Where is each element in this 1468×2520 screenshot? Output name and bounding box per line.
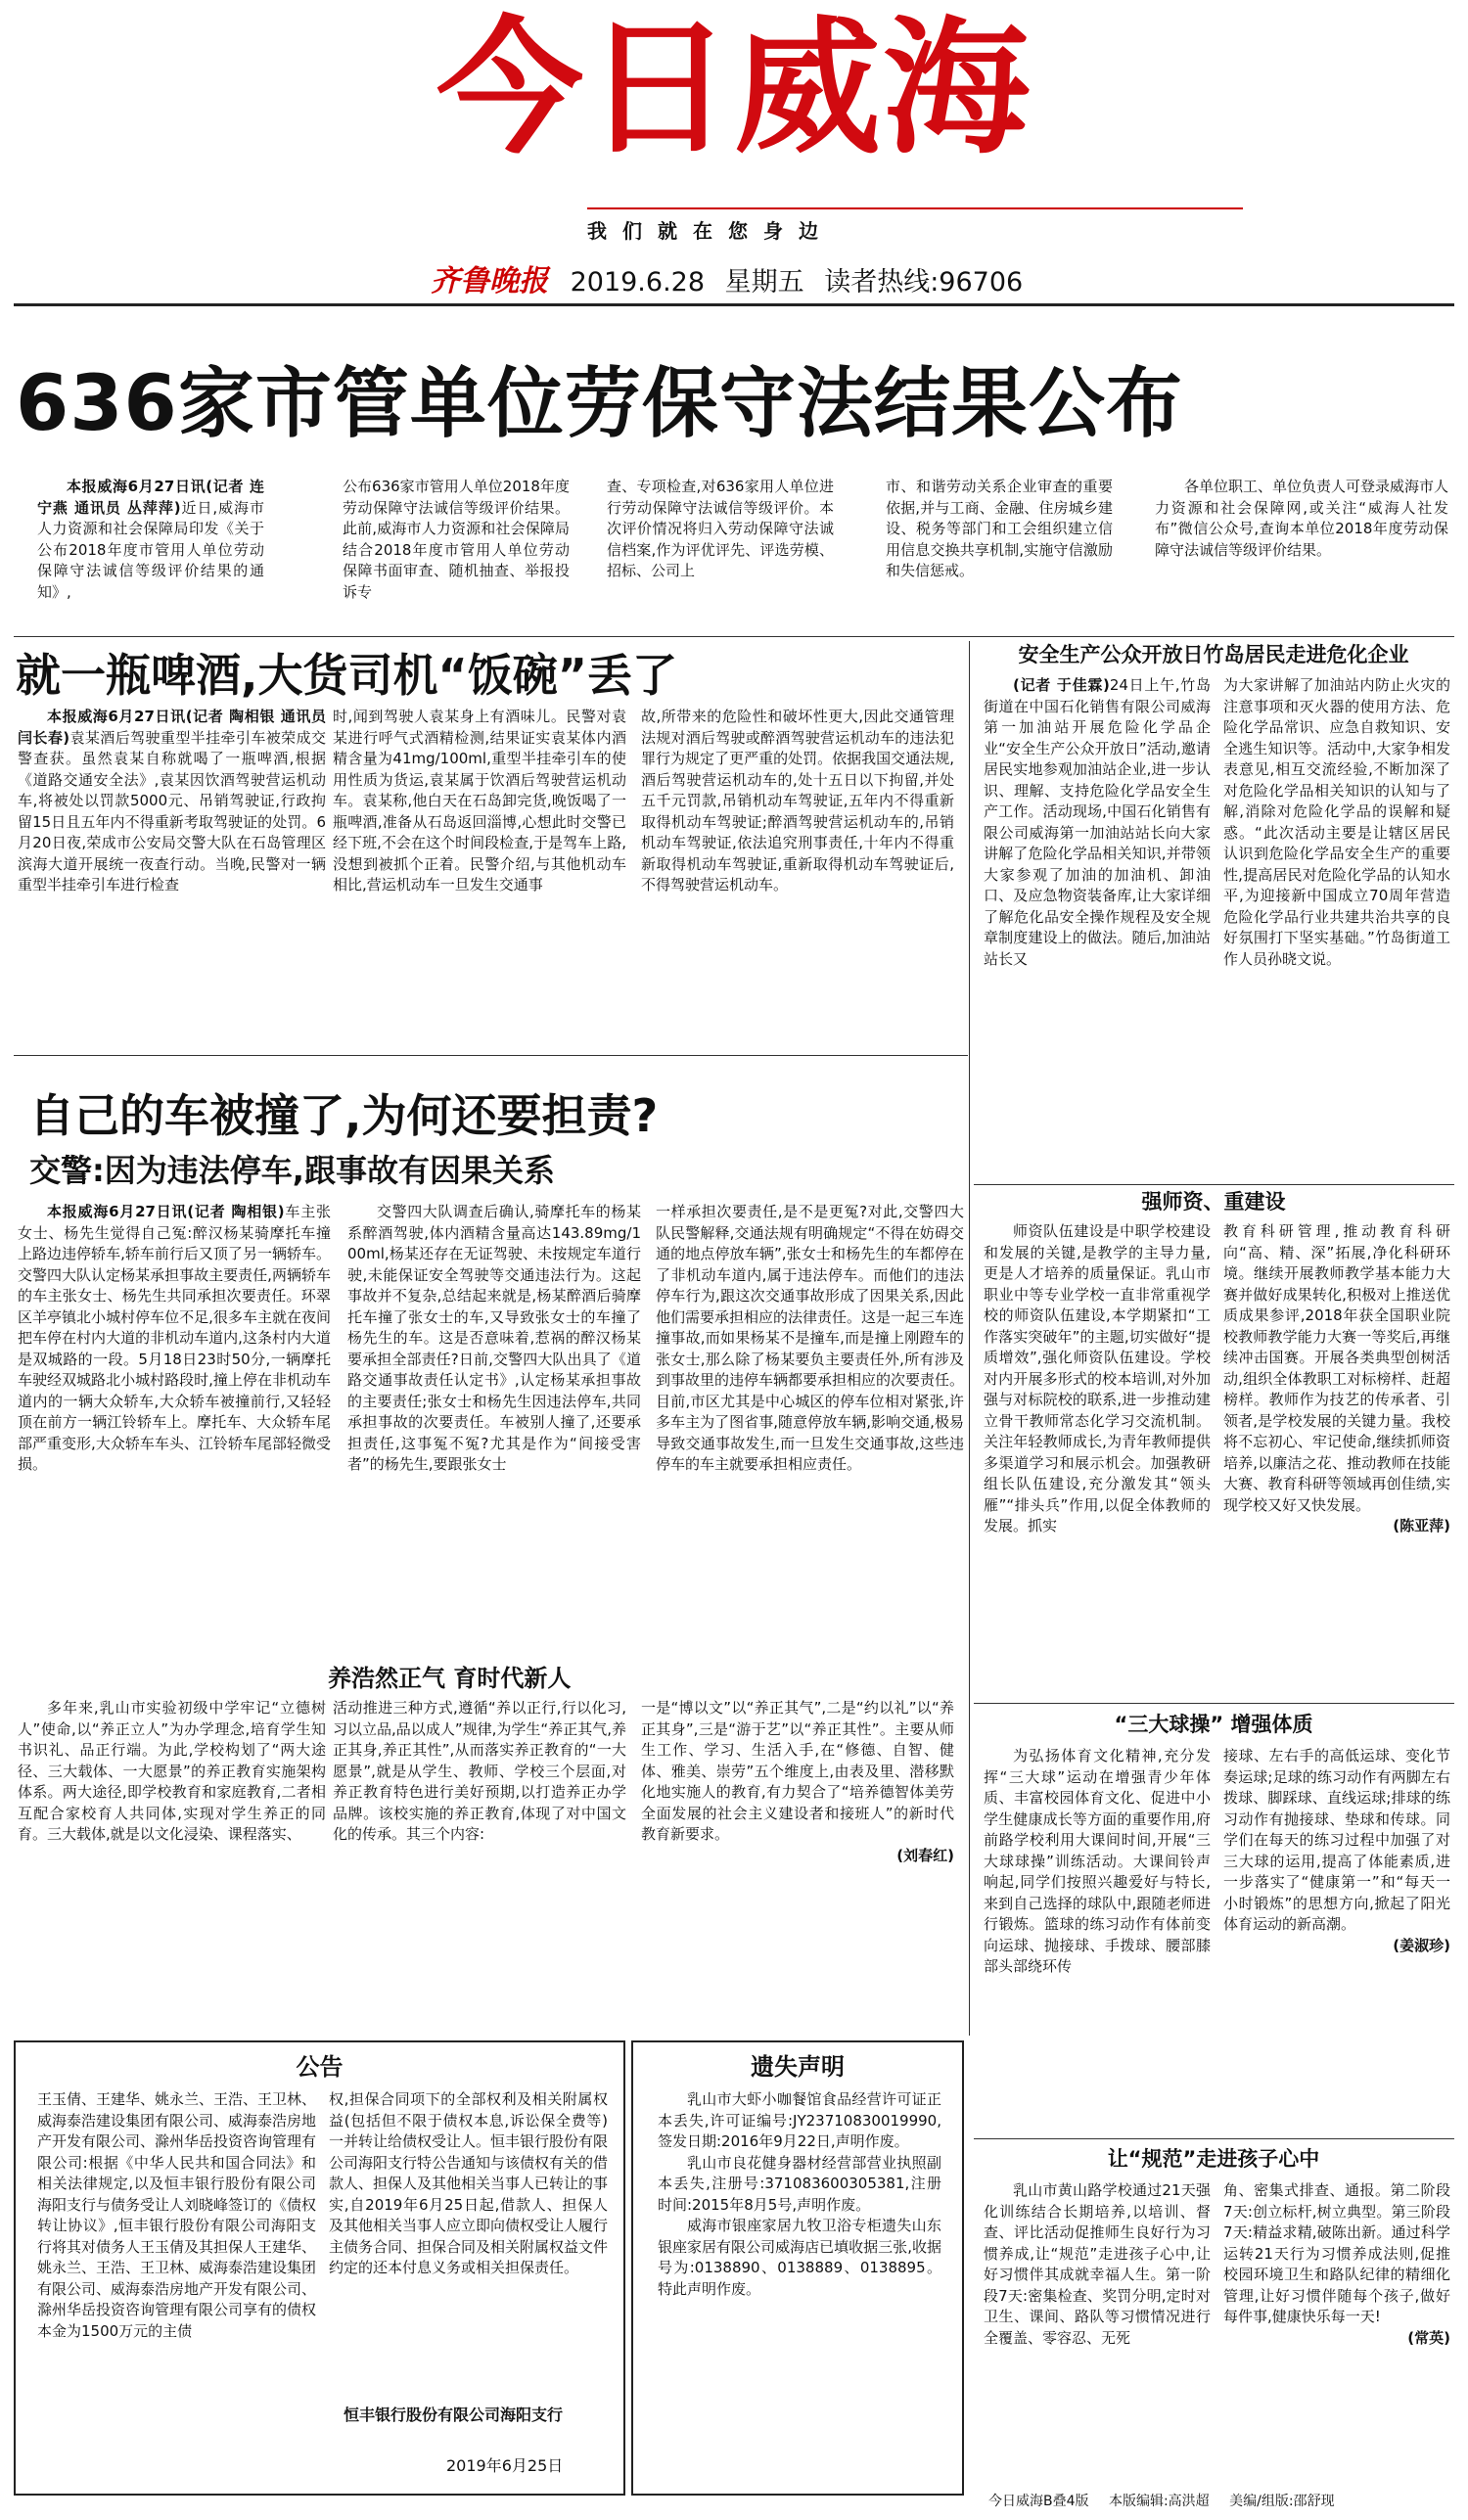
lead-bottom-rule (14, 636, 1454, 637)
sports-col-1: 为弘扬体育文化精神,充分发挥“三大球”运动在增强青少年体质、丰富校园体育文化、促进中小学生健康成长等方面的重要作用,府前路学校利用大课间时间,开展“三大球球操”训练活动。大课间铃声响起,同学们按照兴趣爱好与特长,来到自己选择的球队中,跟随老师进行锻炼。篮球的练习动作有体前变向运球、抛接球、手拨球、腰部膝部头部绕环传 (984, 1747, 1211, 1975)
footer-design: 美编/组版:邵舒现 (1229, 2494, 1335, 2509)
reader-hotline: 读者热线:96706 (824, 267, 1024, 298)
car-byline: 本报威海6月27日讯(记者 陶相银) (47, 1203, 285, 1220)
notice-title: 公告 (296, 2053, 344, 2081)
beer-headline: 就一瓶啤酒,大货司机“饭碗”丢了 (16, 649, 677, 702)
teacher-col-2: 教育科研管理,推动教育科研向“高、精、深”拓展,净化科研环境。继续开展教师教学基本能力大赛并做好成果转化,积极对上推送优质成果参评,2018年获全国职业院校教师教学能力大赛一等奖后,再继续冲击国赛。开展各类典型创树活动,组织全体教职工对标榜样、赶超榜样。教师作为技艺的传承者、引领者,是学校发展的关键力量。我校将不忘初心、牢记使命,继续抓师资培养,以廉洁之花、推动教师在技能大赛、教育科研等领域再创佳绩,实现学校又好又快发展。 (陈亚萍) (1223, 1221, 1450, 1691)
car-col-1: 本报威海6月27日讯(记者 陶相银)车主张女士、杨先生觉得自己冤:醉汉杨某骑摩托车撞上路边违停轿车,轿车前行后又顶了另一辆轿车。交警四大队认定杨某承担事故主要责任,两辆轿车的车主张女士、杨先生共同承担次要责任。环翠区羊亭镇北小城村停车位不足,很多车主就在夜间把车停在村内大道的非机动车道内,这条村内大道是双城路的一段。5月18日23时50分,一辆摩托车驶经双城路北小城村路段时,撞上停在非机动车道内的一辆大众轿车,大众轿车被撞前行,又轻轻顶在前方一辆江铃轿车上。摩托车、大众轿车尾部严重变形,大众轿车车头、江铃轿车尾部轻微受损。 (18, 1203, 331, 1473)
beer-byline: 本报威海6月27日讯(记者 陶相银 通讯员 闫长春) (18, 708, 326, 747)
beer-bottom-rule (14, 1055, 968, 1056)
footer-editor: 本版编辑:高洪超 (1108, 2494, 1210, 2509)
car-col-2: 交警四大队调查后确认,骑摩托车的杨某系醉酒驾驶,体内酒精含量高达143.89mg/100ml,杨某还存在无证驾驶、未按规定车道行驶,未能保证安全驾驶等交通违法行为。这起事故并不复杂,总结起来就是,杨某醉酒后骑摩托车撞了张女士的车,又导致张女士的车撞了杨先生的车。这是否意味着,惹祸的醉汉杨某要承担全部责任?日前,交警四大队出具了《道路交通事故责任认定书》,认定杨某承担事故的主要责任;张女士和杨先生因违法停车,共同承担事故的次要责任。车被别人撞了,还要承担责任,这事冤不冤?尤其是作为“间接受害者”的杨先生,要跟张女士 (347, 1203, 641, 1473)
safety-bottom-rule (974, 1184, 1454, 1185)
safety-col-1: (记者 于佳霖)24日上午,竹岛街道在中国石化销售有限公司威海第一加油站开展危险化学品企业“安全生产公众开放日”活动,邀请居民实地参观加油站企业,进一步认识、理解、支持危险化学品安全生产工作。活动现场,中国石化销售有限公司威海第一加油站站长向大家讲解了危险化学品相关知识,并带领大家参观了加油的加油机、卸油口、及应急物资装备库,让大家详细了解危化品安全操作规程及安全规章制度建设上的做法。随后,加油站站长又 (984, 676, 1211, 968)
lead-col-2: 公布636家市管用人单位2018年度劳动保障守法诚信等级评价结果。此前,威海市人力资源和社会保障局结合2018年度市管用人单位劳动保障书面审查、随机抽查、举报投诉专 (343, 478, 570, 601)
school-headline: 养浩然正气 育时代新人 (328, 1665, 572, 1692)
lead-col-4: 市、和谐劳动关系企业审查的重要依据,并与工商、金融、住房城乡建设、税务等部门和工会组织建立信用信息交换共享机制,实施守信激励和失信惩戒。 (886, 478, 1113, 579)
school-col-3: 一是“博以文”以“养正其气”,二是“约以礼”以“养正其身”,三是“游于艺”以“养正其性”。主要从师生工作、学习、生活入手,在“修德、自智、健体、雅美、崇劳”五个维度上,由表及里、潜移默化地实施人的教育,有力契合了“培养德智体美劳全面发展的社会主义建设者和接班人”的新时代教育新要求。 (刘春红) (641, 1698, 954, 2031)
beer-col-3: 故,所带来的危险性和破坏性更大,因此交通管理法规对酒后驾驶或醉酒驾驶营运机动车的违法犯罪行为规定了更严重的处罚。依据我国交通法规,酒后驾驶营运机动车的,处十五日以下拘留,并处五千元罚款,吊销机动车驾驶证,五年内不得重新取得机动车驾驶证;醉酒驾驶营运机动车的,吊销机动车驾驶证,依法追究刑事责任,十年内不得重新取得机动车驾驶证,重新取得机动车驾驶证后,不得驾驶营运机动车。 (641, 708, 954, 893)
rules-author: (常英) (1407, 2328, 1450, 2347)
teacher-col-1: 师资队伍建设是中职学校建设和发展的关键,是教学的主导力量,更是人才培养的质量保证。乳山市职业中等专业学校一直非常重视学校的师资队伍建设,本学期紧扣“工作落实突破年”的主题,切实做好“提质增效”,强化师资队伍建设。学校对内开展多形式的校本培训,对外加强与对标院校的联系,进一步推动建立骨干教师常态化学习交流机制。关注年轻教师成长,为青年教师提供多渠道学习和展示机会。加强教研组长队伍建设,充分激发其“领头雁”“排头兵”作用,以促全体教师的发展。抓实 (984, 1222, 1211, 1535)
notice-col-1: 王玉倩、王建华、姚永兰、王浩、王卫林、威海泰浩建设集团有限公司、威海泰浩房地产开发有限公司、滁州华岳投资咨询管理有限公司:根据《中华人民共和国合同法》和相关法律规定,以及恒丰银行股份有限公司海阳支行与债务受让人刘晓峰签订的《债权转让协议》,恒丰银行股份有限公司海阳支行将其对债务人王玉倩及其担保人王建华、姚永兰、王浩、王卫林、威海泰浩建设集团有限公司、威海泰浩房地产开发有限公司、滁州华岳投资咨询管理有限公司享有的债权本金为1500万元的主债 (37, 2090, 316, 2340)
rules-col-2: 角、密集式排查、通报。第二阶段7天:创立标杆,树立典型。第三阶段7天:精益求精,破陈出新。通过科学运转21天行为习惯养成法则,促推校园环境卫生和路队纪律的精细化管理,让好习惯伴随每个孩子,做好每件事,健康快乐每一天! (常英) (1223, 2180, 1450, 2479)
safety-col-2: 为大家讲解了加油站内防止火灾的注意事项和灭火器的使用方法、危险化学品常识、应急自救知识、安全逃生知识等。活动中,大家争相发表意见,相互交流经验,不断加深了对危险化学品相关知识的认知与了解,消除对危险化学品的误解和疑惑。“此次活动主要是让辖区居民认识到危险化学品安全生产的重要性,提高居民对危险化学品的认知水平,为迎接新中国成立70周年营造危险化学品行业共建共治共享的良好氛围打下坚实基础。”竹岛街道工作人员孙晓文说。 (1223, 676, 1450, 968)
lost-title: 遗失声明 (751, 2053, 845, 2081)
issue-weekday: 星期五 (724, 267, 804, 298)
sports-headline: “三大球操” 增强体质 (1114, 1713, 1313, 1736)
lead-col-3: 查、专项检查,对636家用人单位进行劳动保障守法诚信等级评价。本次评价情况将归入劳动保障守法诚信档案,作为评优评先、评选劳模、招标、公司上 (607, 478, 834, 579)
teacher-author: (陈亚萍) (1393, 1517, 1450, 1535)
masthead-slogan: 我们就在您身边 (587, 219, 834, 243)
teacher-bottom-rule (974, 1703, 1454, 1704)
notice-signer: 恒丰银行股份有限公司海阳支行 (344, 2405, 564, 2424)
rules-headline: 让“规范”走进孩子心中 (1107, 2147, 1320, 2171)
sports-author: (姜淑珍) (1393, 1936, 1450, 1954)
school-author: (刘春红) (896, 1846, 954, 1864)
lead-col-1: 本报威海6月27日讯(记者 连宁燕 通讯员 丛萍萍)近日,威海市人力资源和社会保障局印发《关于公布2018年度市管用人单位劳动保障守法诚信等级评价结果的通知》, (37, 478, 264, 601)
page-footer (988, 2491, 1351, 2510)
lead-byline: 本报威海6月27日讯(记者 连宁燕 通讯员 丛萍萍) (37, 478, 264, 517)
brand-logo: 齐鲁晚报 (431, 264, 548, 298)
masthead-info (431, 256, 1034, 299)
masthead-rule (14, 303, 1454, 306)
masthead-divider (587, 207, 1243, 209)
beer-col-1: 本报威海6月27日讯(记者 陶相银 通讯员 闫长春)袁某酒后驾驶重型半挂牵引车被荣成交警查获。虽然袁某自称就喝了一瓶啤酒,根据《道路交通安全法》,袁某因饮酒驾驶营运机动车,将被处以罚款5000元、吊销驾驶证,行政拘留15日且五年内不得重新考取驾驶证的处罚。6月20日夜,荣成市公安局交警大队在石岛管理区滨海大道开展统一夜查行动。当晚,民警对一辆重型半挂牵引车进行检查 (18, 708, 326, 893)
safety-byline: (记者 于佳霖) (1013, 676, 1110, 694)
lost-body: 乳山市大虾小咖餐馆食品经营许可证正本丢失,许可证编号:JY23710830019990,签发日期:2016年9月22日,声明作废。 乳山市良花健身器材经营部营业执照副本丢失,注册号:371083600305381,注册时间:2015年8月5号,声明作废。 威海市银座家居九牧卫浴专柜遗失山东银座家居有限公司威海店已填收据三张,收据号为:0138890、0138889、0138895。特此声明作废。 (658, 2090, 941, 2298)
car-subhead: 交警:因为违法停车,跟事故有因果关系 (29, 1152, 555, 1189)
footer-page: 今日威海B叠4版 (988, 2494, 1089, 2509)
notice-date: 2019年6月25日 (446, 2456, 564, 2475)
sports-col-2: 接球、左右手的高低运球、变化节奏运球;足球的练习动作有两脚左右拨球、脚踩球、直线运球;排球的练习动作有抛接球、垫球和传球。同学们在每天的练习过程中加强了对三大球的运用,提高了体能素质,进一步落实了“健康第一”和“每天一小时锻炼”的思想方向,掀起了阳光体育运动的新高潮。 (姜淑珍) (1223, 1746, 1450, 2132)
sports-bottom-rule (974, 2138, 1454, 2139)
notice-col-2: 权,担保合同项下的全部权利及相关附属权益(包括但不限于债权本息,诉讼保全费等)一并转让给债权受让人。恒丰银行股份有限公司海阳支行特公告通知与该债权有关的借款人、担保人及其他相关当事人已转让的事实,自2019年6月25日起,借款人、担保人及其他相关当事人应立即向债权受让人履行主债务合同、担保合同及相关附属权益文件约定的还本付息义务或相关担保责任。 (329, 2090, 608, 2276)
car-headline: 自己的车被撞了,为何还要担责? (29, 1089, 659, 1142)
lead-headline: 636家市管单位劳保守法结果公布 (16, 360, 1183, 448)
lead-col-5: 各单位职工、单位负责人可登录威海市人力资源和社会保障网,或关注“威海人社发布”微信公众号,查询本单位2018年度劳动保障守法诚信等级评价结果。 (1155, 478, 1448, 559)
lost-notice-box (631, 2040, 964, 2496)
section-divider (969, 641, 970, 2036)
car-col-3: 一样承担次要责任,是不是更冤?对此,交警四大队民警解释,交通法规有明确规定“不得在妨碍交通的地点停放车辆”,张女士和杨先生的车都停在了非机动车道内,属于违法停车。而他们的违法停车行为,跟这次交通事故形成了因果关系,因此他们需要承担相应的法律责任。这是一起三车连撞事故,而如果杨某不是撞车,而是撞上刚蹬车的张女士,那么除了杨某要负主要责任外,所有涉及到事故里的违停车辆都要承担相应的次要责任。目前,市区尤其是中心城区的停车位相对紧张,许多车主为了图省事,随意停放车辆,影响交通,极易导致交通事故发生,而一旦发生交通事故,这些违停车的车主就要承担相应责任。 (656, 1203, 964, 1473)
school-col-2: 活动推进三种方式,遵循“养以正行,行以化习,习以立品,品以成人”规律,为学生“养正其气,养正其身,养正其性”,从而落实养正教育的“一大愿景”,就是从学生、教师、学校三个层面,对养正教育特色进行美好预期,以打造养正办学品牌。该校实施的养正教育,体现了对中国文化的传承。其三个内容: (333, 1699, 626, 1843)
beer-col-2: 时,闻到驾驶人袁某身上有酒味儿。民警对袁某进行呼气式酒精检测,结果证实袁某体内酒精含量为41mg/100ml,重型半挂牵引车的使用性质为货运,袁某属于饮酒后驾驶营运机动车。袁某称,他白天在石岛卸完货,晚饭喝了一瓶啤酒,准备从石岛返回淄博,心想此时交警已经下班,不会在这个时间段检查,于是驾车上路,没想到被抓个正着。民警介绍,与其他机动车相比,营运机动车一旦发生交通事 (333, 708, 626, 893)
issue-date: 2019.6.28 (570, 267, 706, 298)
masthead-title: 今日威海 (436, 4, 1032, 174)
school-col-1: 多年来,乳山市实验初级中学牢记“立德树人”使命,以“养正立人”为办学理念,培育学生知书识礼、品正行端。为此,学校构划了“两大途径、三大载体、一大愿景”的养正教育实施架构体系。两大途径,即学校教育和家庭教育,二者相互配合家校育人共同体,实现对学生养正的同育。三大载体,就是以文化浸染、课程落实、 (18, 1699, 326, 1843)
safety-headline: 安全生产公众开放日竹岛居民走进危化企业 (1018, 643, 1409, 666)
teacher-headline: 强师资、重建设 (1141, 1190, 1286, 1214)
notice-box (14, 2040, 625, 2496)
rules-col-1: 乳山市黄山路学校通过21天强化训练结合长期培养,以培训、督查、评比活动促推师生良好行为习惯养成,让“规范”走进孩子心中,让好习惯伴其成就幸福人生。第一阶段7天:密集检查、奖罚分明,定时对卫生、课间、路队等习惯情况进行全覆盖、零容忍、无死 (984, 2181, 1211, 2347)
